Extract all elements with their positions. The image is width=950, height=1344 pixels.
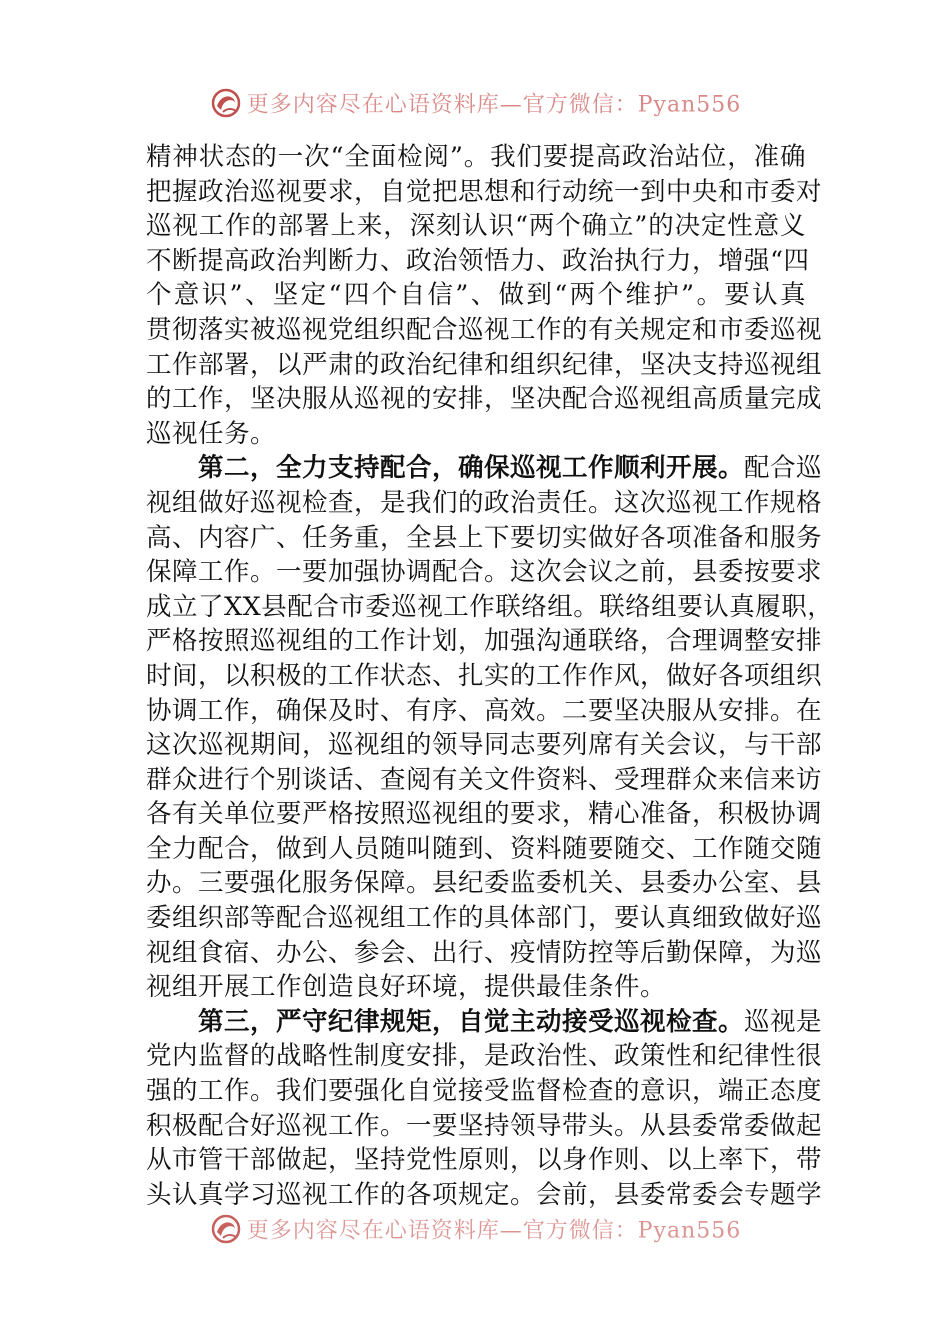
text-line: 高、内容广、任务重，全县上下要切实做好各项准备和服务 <box>146 522 823 553</box>
text-line: 成立了XX县配合市委巡视工作联络组。联络组要认真履职， <box>146 591 834 622</box>
text-line: 贯彻落实被巡视党组织配合巡视工作的有关规定和市委巡视 <box>146 314 823 345</box>
text-line: 党内监督的战略性制度安排，是政治性、政策性和纪律性很 <box>146 1041 823 1072</box>
text-line: 视组开展工作创造良好环境，提供最佳条件。 <box>146 972 667 1003</box>
text-line: 全力配合，做到人员随叫随到、资料随要随交、工作随交随 <box>146 833 823 864</box>
text-line: 强的工作。我们要强化自觉接受监督检查的意识，端正态度 <box>146 1076 823 1107</box>
text-line: 协调工作，确保及时、有序、高效。二要坚决服从安排。在 <box>146 695 823 726</box>
section-heading: 第三，严守纪律规矩，自觉主动接受巡视检查。 <box>198 1006 745 1037</box>
text-line: 视组食宿、办公、参会、出行、疫情防控等后勤保障，为巡 <box>146 937 823 968</box>
text-line: 群众进行个别谈话、查阅有关文件资料、受理群众来信来访 <box>146 764 823 795</box>
swirl-logo-icon <box>209 1212 243 1246</box>
text-line: 保障工作。一要加强协调配合。这次会议之前，县委按要求 <box>146 557 823 588</box>
paragraph-2 <box>146 451 834 1005</box>
text-line: 积极配合好巡视工作。一要坚持领导带头。从县委常委做起 <box>146 1110 823 1141</box>
text-line: 时间，以积极的工作状态、扎实的工作作风，做好各项组织 <box>146 660 823 691</box>
text-line: 不断提高政治判断力、政治领悟力、政治执行力，增强“四 <box>146 245 810 276</box>
text-line: 精神状态的一次“全面检阅”。我们要提高政治站位，准确 <box>146 142 806 172</box>
section-heading: 第二，全力支持配合，确保巡视工作顺利开展。 <box>198 453 745 484</box>
text-line: 这次巡视期间，巡视组的领导同志要列席有关会议，与干部 <box>146 730 823 761</box>
watermark-footer <box>0 1212 950 1246</box>
text-line: 头认真学习巡视工作的各项规定。会前，县委常委会专题学 <box>146 1179 823 1210</box>
document-body <box>146 140 834 1212</box>
text-line: 工作部署，以严肃的政治纪律和组织纪律，坚决支持巡视组 <box>146 349 823 380</box>
watermark-text: 更多内容尽在心语资料库—官方微信：Pyan556 <box>246 1218 742 1244</box>
text-span: 配合巡 <box>744 453 823 484</box>
swirl-logo-icon <box>209 86 243 120</box>
text-line: 巡视任务。 <box>146 418 277 449</box>
text-line: 的工作，坚决服从巡视的安排，坚决配合巡视组高质量完成 <box>146 384 823 415</box>
text-line: 从市管干部做起，坚持党性原则，以身作则、以上率下，带 <box>146 1145 823 1176</box>
text-line: 各有关单位要严格按照巡视组的要求，精心准备，积极协调 <box>146 799 823 830</box>
text-line: 把握政治巡视要求，自觉把思想和行动统一到中央和市委对 <box>146 176 823 207</box>
text-line: 巡视工作的部署上来，深刻认识“两个确立”的决定性意义 <box>146 211 806 242</box>
watermark-header <box>0 86 950 120</box>
watermark-text: 更多内容尽在心语资料库—官方微信：Pyan556 <box>246 92 742 118</box>
text-line: 严格按照巡视组的工作计划，加强沟通联络，合理调整安排 <box>146 626 823 657</box>
text-line: 委组织部等配合巡视组工作的具体部门，要认真细致做好巡 <box>146 903 823 934</box>
paragraph-first-line <box>146 451 823 486</box>
paragraph-3 <box>146 1005 823 1213</box>
text-line: 个意识”、坚定“四个自信”、做到“两个维护”。要认真 <box>146 280 806 311</box>
text-span: 巡视是 <box>744 1006 823 1037</box>
text-line: 办。三要强化服务保障。县纪委监委机关、县委办公室、县 <box>146 868 823 899</box>
paragraph-first-line <box>146 1005 823 1040</box>
paragraph-1 <box>146 140 823 451</box>
text-line: 视组做好巡视检查，是我们的政治责任。这次巡视工作规格 <box>146 487 823 518</box>
